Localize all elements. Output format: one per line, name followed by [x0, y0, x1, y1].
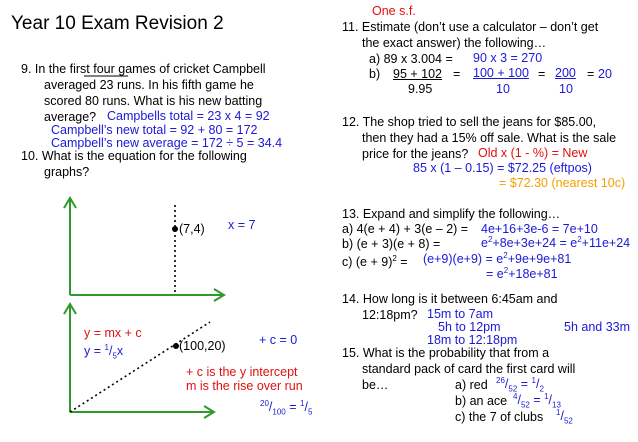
q9-line2: averaged 23 runs. In his fifth game he	[44, 78, 254, 92]
q14-step2: 5h to 12pm	[438, 320, 501, 334]
q9-line1: 9. In the first four games of cricket Campbell	[21, 62, 266, 76]
graph2-c-value: + c = 0	[259, 333, 298, 347]
q11b-denominator3: 10	[559, 82, 573, 96]
q11b-numerator: 95 + 102	[393, 67, 443, 81]
q12-rounded: = $72.30 (nearest 10c)	[499, 176, 626, 190]
q11b-denominator: 9.95	[408, 82, 433, 96]
q14-step3: 18m to 12:18pm	[427, 333, 518, 347]
q12-formula: Old x (1 - %) = New	[478, 146, 588, 160]
graph1-point-label: (7,4)	[179, 222, 205, 236]
graph2-axes	[64, 304, 214, 418]
q13a-label: a) 4(e + 4) + 3(e – 2) =	[342, 222, 469, 236]
q11b-eq2: =	[538, 67, 546, 81]
q9-line4: average?	[44, 110, 97, 124]
q11-line2: the exact answer) the following…	[362, 36, 547, 50]
q15-line3: be…	[362, 378, 389, 392]
q15-line2: standard pack of card the first card will	[362, 362, 576, 376]
q14-step1: 15m to 7am	[427, 307, 494, 321]
q11b-numerator3: 200	[555, 66, 576, 80]
q15c-answer: $^1/_{52}$	[556, 407, 573, 426]
graph2-gradient: $^{20}/_{100} = ^1/_5$	[260, 398, 313, 417]
q15c-label: c) the 7 of clubs	[455, 410, 544, 424]
q15b-label: b) an ace	[455, 394, 508, 408]
q11b-denominator2: 10	[496, 82, 510, 96]
q11b-eq3: =	[587, 67, 595, 81]
q11b-eq1: =	[453, 67, 461, 81]
q9-answer3: Campbell’s new average = 172 ÷ 5 = 34.4	[51, 136, 283, 150]
q13c-answer2: = $e^2+18e+81$	[486, 265, 558, 281]
graph2-note2: m is the rise over run	[186, 379, 303, 393]
q9-line3: scored 80 runs. What is his new batting	[44, 94, 263, 108]
q13b-answer: $e^2+8e+3e+24 = e^2+11e+24$	[481, 234, 631, 250]
graph2-general-eq: y = mx + c	[84, 326, 142, 340]
q12-line2: then they had a 15% off sale. What is the sale	[362, 131, 617, 145]
q12-line3: price for the jeans?	[362, 147, 469, 161]
q13c-label: c) $(e + 9)^2$ =	[342, 253, 408, 269]
q11b-answer: 20	[598, 67, 612, 81]
q12-line1: 12. The shop tried to sell the jeans for $85.00,	[342, 115, 597, 129]
graph1-axes	[64, 198, 224, 301]
page-title: Year 10 Exam Revision 2	[11, 13, 224, 34]
q15a-label: a) red	[455, 378, 488, 392]
graph2-point-label: (100,20)	[179, 339, 226, 353]
q13c-answer1: $(e+9)(e+9) = e^2+9e+9e+81$	[423, 250, 572, 266]
q14-total: 5h and 33m	[564, 320, 631, 334]
q11b-numerator2: 100 + 100	[473, 66, 529, 80]
q12-answer: 85 x (1 – 0.15) = $72.25 (eftpos)	[413, 161, 592, 175]
graph2-equation: $y = ^1/_5x$	[84, 342, 124, 361]
q13b-label: b) (e + 3)(e + 8) =	[342, 237, 441, 251]
q11a-answer: 90 x 3 = 270	[473, 51, 543, 65]
graph2-note1: + c is the y intercept	[186, 365, 298, 379]
q10-line2: graphs?	[44, 165, 90, 179]
q14-line1: 14. How long is it between 6:45am and	[342, 292, 558, 306]
q11a-label: a) 89 x 3.004 =	[369, 52, 453, 66]
graph1-equation: x = 7	[228, 218, 256, 232]
q9-answer1: Campbells total = 23 x 4 = 92	[107, 109, 270, 123]
q11-line1: 11. Estimate (don’t use a calculator – don’t get	[342, 20, 599, 34]
q11-note: One s.f.	[372, 4, 416, 18]
q11b-label: b)	[369, 67, 381, 81]
q15b-answer: $^4/_{52} = ^1/_{13}$	[513, 391, 561, 410]
q15-line1: 15. What is the probability that from a	[342, 346, 550, 360]
q10-line1: 10. What is the equation for the following	[21, 149, 247, 163]
q14-line2: 12:18pm?	[362, 308, 418, 322]
q13-line1: 13. Expand and simplify the following…	[342, 207, 561, 221]
graph1-point	[172, 226, 178, 232]
q15a-answer: $^{26}/_{52} = ^1/_2$	[496, 375, 544, 394]
q9-answer2: Campbell’s new total = 92 + 80 = 172	[51, 123, 258, 137]
q13a-answer: 4e+16+3e-6 = 7e+10	[481, 222, 598, 236]
